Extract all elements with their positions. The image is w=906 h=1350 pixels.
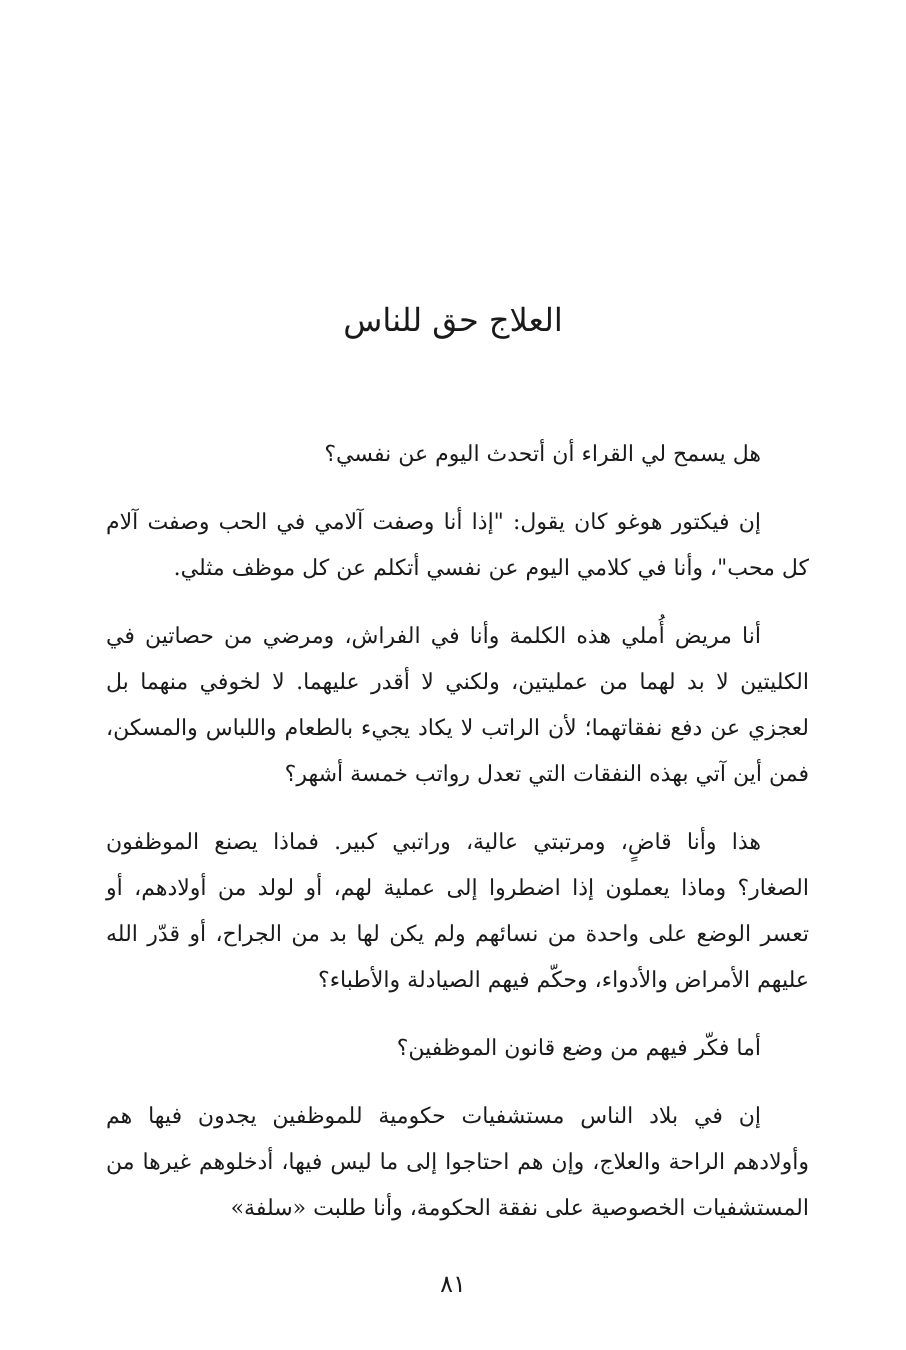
paragraph-2: إن فيكتور هوغو كان يقول: "إذا أنا وصفت آلامي في الحب وصفت آلام كل محب"، وأنا في كلامي اليوم عن نفسي أتكلم عن كل موظف مثلي.: [106, 510, 809, 581]
paragraph-1: هل يسمح لي القراء أن أتحدث اليوم عن نفسي؟: [324, 442, 761, 467]
body-text: [106, 432, 809, 1254]
chapter-title: العلاج حق للناس: [343, 301, 563, 339]
paragraph-5: أما فكّر فيهم من وضع قانون الموظفين؟: [396, 1036, 761, 1061]
page-number: ٨١: [440, 1270, 466, 1298]
paragraph-3: أنا مريض أُملي هذه الكلمة وأنا في الفراش، ومرضي من حصاتين في الكليتين لا بد لهما من عمليتين، ولكني لا أقدر عليهما. لا لخوفي منهما بل لعجزي عن دفع نفقاتهما؛ لأن الراتب لا يكاد يجيء بالطعام واللباس والمسكن، فمن أين آتي بهذه النفقات التي تعدل رواتب خمسة أشهر؟: [106, 624, 809, 787]
paragraph-6: إن في بلاد الناس مستشفيات حكومية للموظفين يجدون فيها هم وأولادهم الراحة والعلاج، وإن هم احتاجوا إلى ما ليس فيها، أدخلوهم غيرها من المستشفيات الخصوصية على نفقة الحكومة، وأنا طلبت «سلفة»: [106, 1104, 809, 1221]
paragraph-4: هذا وأنا قاضٍ، ومرتبتي عالية، وراتبي كبير. فماذا يصنع الموظفون الصغار؟ وماذا يعملون إذا اضطروا إلى عملية لهم، أو لولد من أولادهم، أو تعسر الوضع على واحدة من نسائهم ولم يكن لها بد من الجراح، أو قدّر الله عليهم الأمراض والأدواء، وحكّم فيهم الصيادلة والأطباء؟: [106, 830, 809, 993]
